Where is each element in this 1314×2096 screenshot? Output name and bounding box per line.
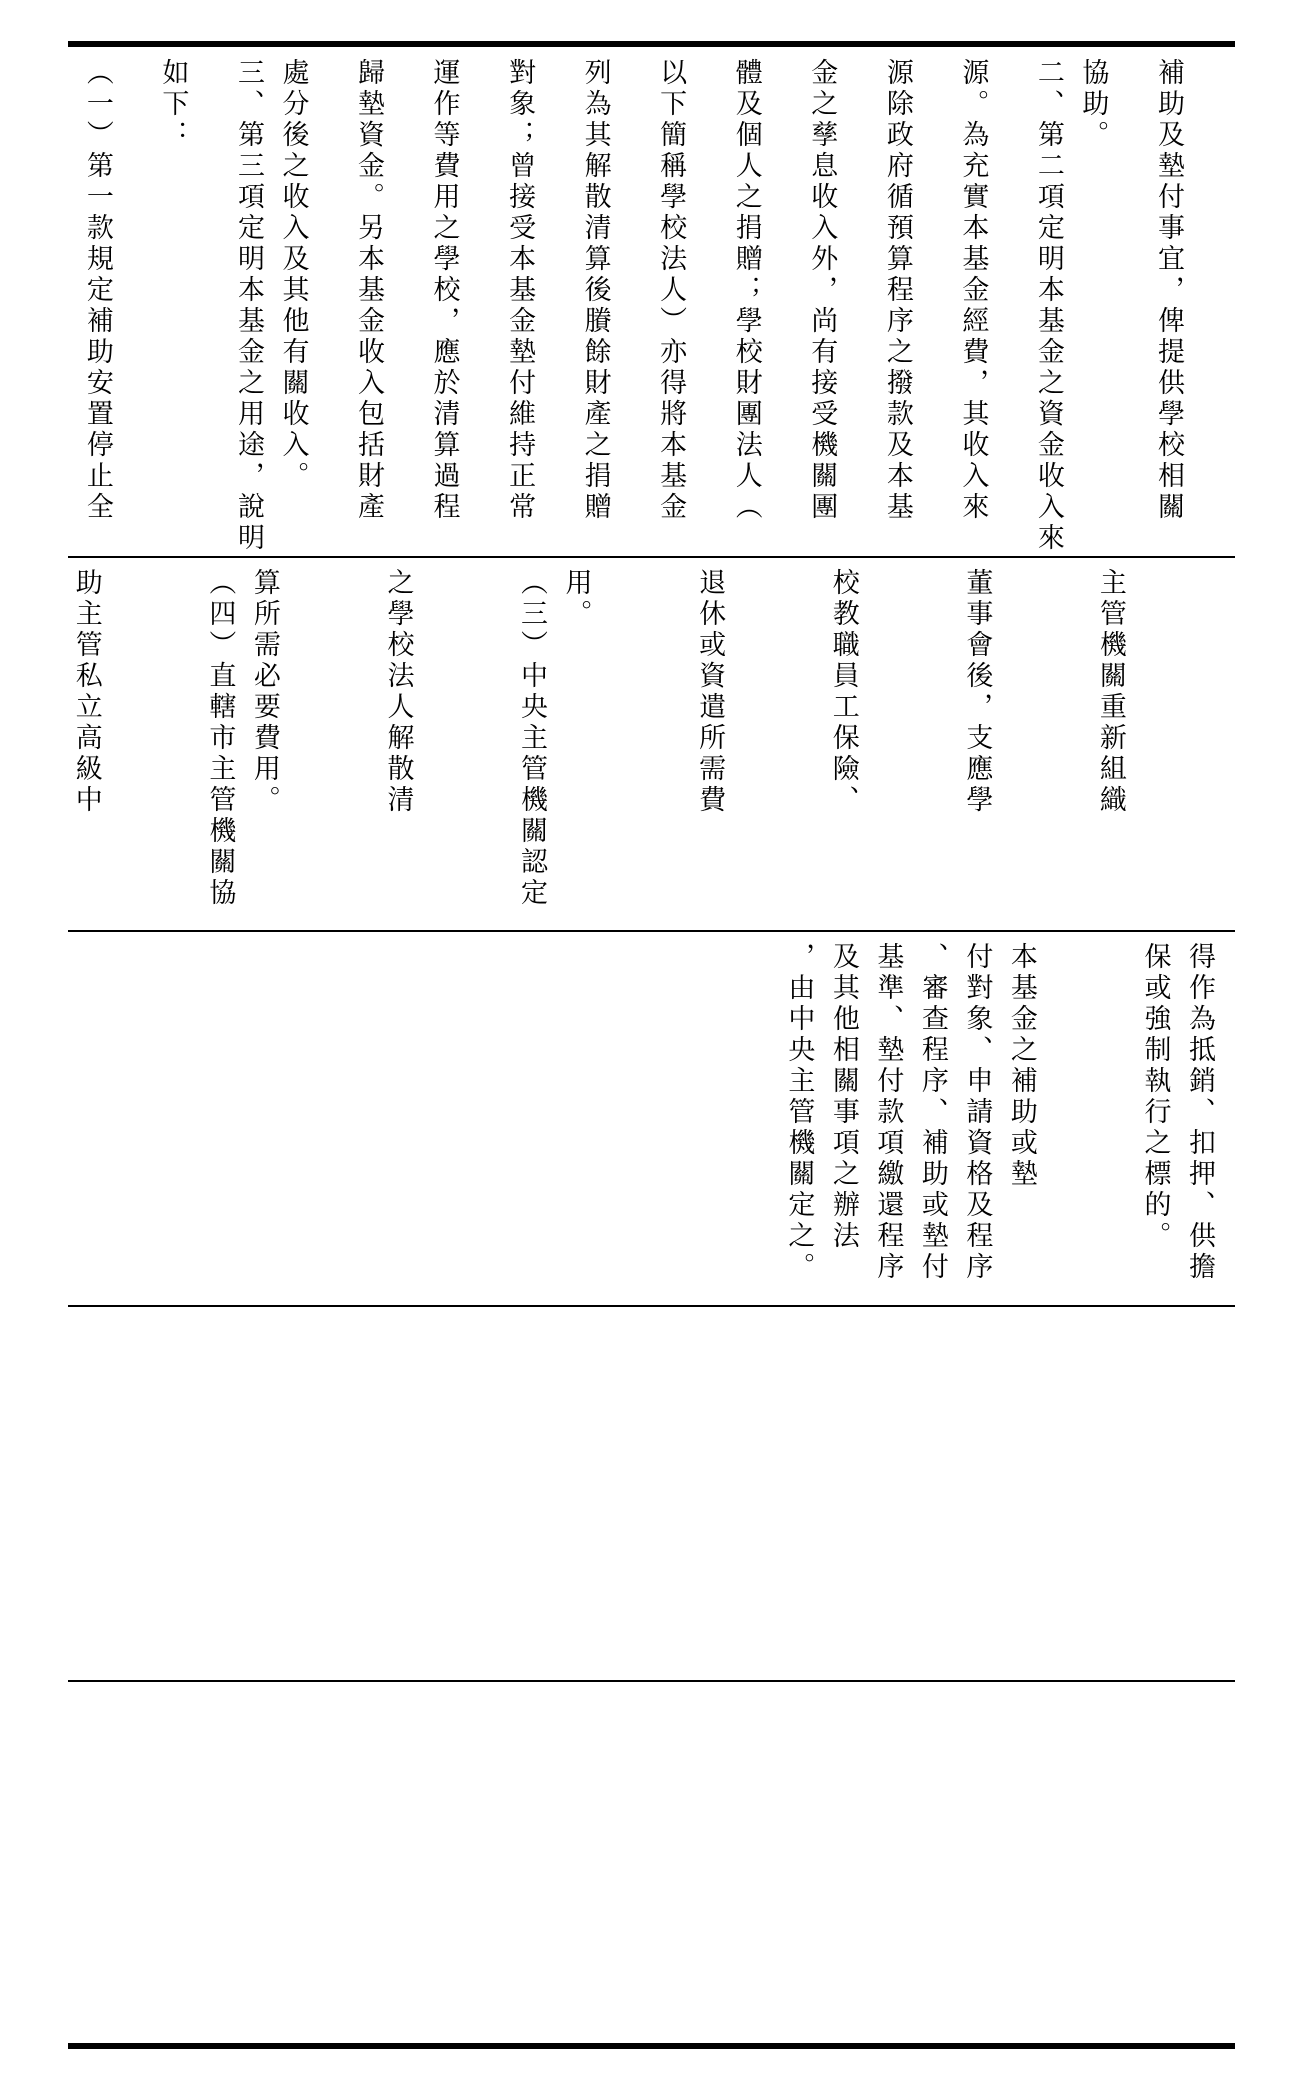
text-line: 及其他相關事項之辦法 [827, 942, 859, 1252]
text-line: 算所需必要費用。 [248, 568, 280, 816]
explanation-text [68, 58, 1221, 555]
text-line: 源。為充實本基金經費，其收入來 [957, 58, 989, 523]
text-line: 之學校法人解散清 [382, 568, 414, 816]
text-line: 體及個人之捐贈；學校財團法人（ [730, 58, 762, 523]
text-line: 運作等費用之學校，應於清算過程 [428, 58, 460, 523]
text-line: 三、第三項定明本基金之用途，說明 [232, 58, 264, 554]
empty-band [68, 1309, 1235, 1679]
text-line: 助主管私立高級中 [70, 568, 102, 816]
text-line: 如下： [157, 58, 189, 151]
text-line: 金之孳息收入外，尚有接受機關團 [806, 58, 838, 523]
text-line: 對象；曾接受本基金墊付維持正常 [504, 58, 536, 523]
divider [68, 930, 1235, 932]
text-line: （三）中央主管機關認定 [516, 568, 548, 909]
text-line: 主管機關重新組織 [1094, 568, 1126, 816]
text-line: （四）直轄市主管機關協 [204, 568, 236, 909]
text-line: 校教職員工保險、 [827, 568, 859, 816]
text-line: （一）第一款規定補助安置停止全 [81, 58, 113, 523]
text-line: ，由中央主管機關定之。 [783, 942, 815, 1283]
end-text [776, 942, 1221, 1304]
text-line: 本基金之補助或墊 [1005, 942, 1037, 1190]
text-line: 源除政府循預算程序之撥款及本基 [881, 58, 913, 523]
text-line: 處分後之收入及其他有關收入。 [277, 58, 309, 492]
text-line: 歸墊資金。另本基金收入包括財產 [352, 58, 384, 523]
text-line: 得作為抵銷、扣押、供擔 [1184, 942, 1215, 1283]
text-line: 補助及墊付事宜，俾提供學校相關 [1152, 58, 1184, 523]
text-line: 付對象、申請資格及程序 [961, 942, 993, 1283]
continued-text [68, 568, 1221, 930]
text-line: 以下簡稱學校法人）亦得將本基金 [655, 58, 687, 523]
text-line: 用。 [560, 568, 592, 630]
text-line: 董事會後，支應學 [961, 568, 993, 816]
divider [68, 1305, 1235, 1307]
text-line: 列為其解散清算後賸餘財產之捐贈 [579, 58, 611, 523]
text-line: 保或強制執行之標的。 [1139, 942, 1171, 1252]
explanation-column-continued [68, 560, 1235, 930]
divider [68, 1680, 1235, 1682]
text-line: 、審查程序、補助或墊付 [916, 942, 948, 1283]
bottom-rule [68, 2043, 1235, 2049]
top-rule [68, 41, 1235, 47]
explanation-column [68, 50, 1235, 555]
text-line: 二、第二項定明本基金之資金收入來 [1032, 58, 1064, 554]
explanation-column-end [68, 934, 1235, 1304]
text-line: 退休或資遣所需費 [694, 568, 726, 816]
text-line: 協助。 [1077, 58, 1109, 151]
text-line: 基準、墊付款項繳還程序 [872, 942, 904, 1283]
divider [68, 556, 1235, 558]
